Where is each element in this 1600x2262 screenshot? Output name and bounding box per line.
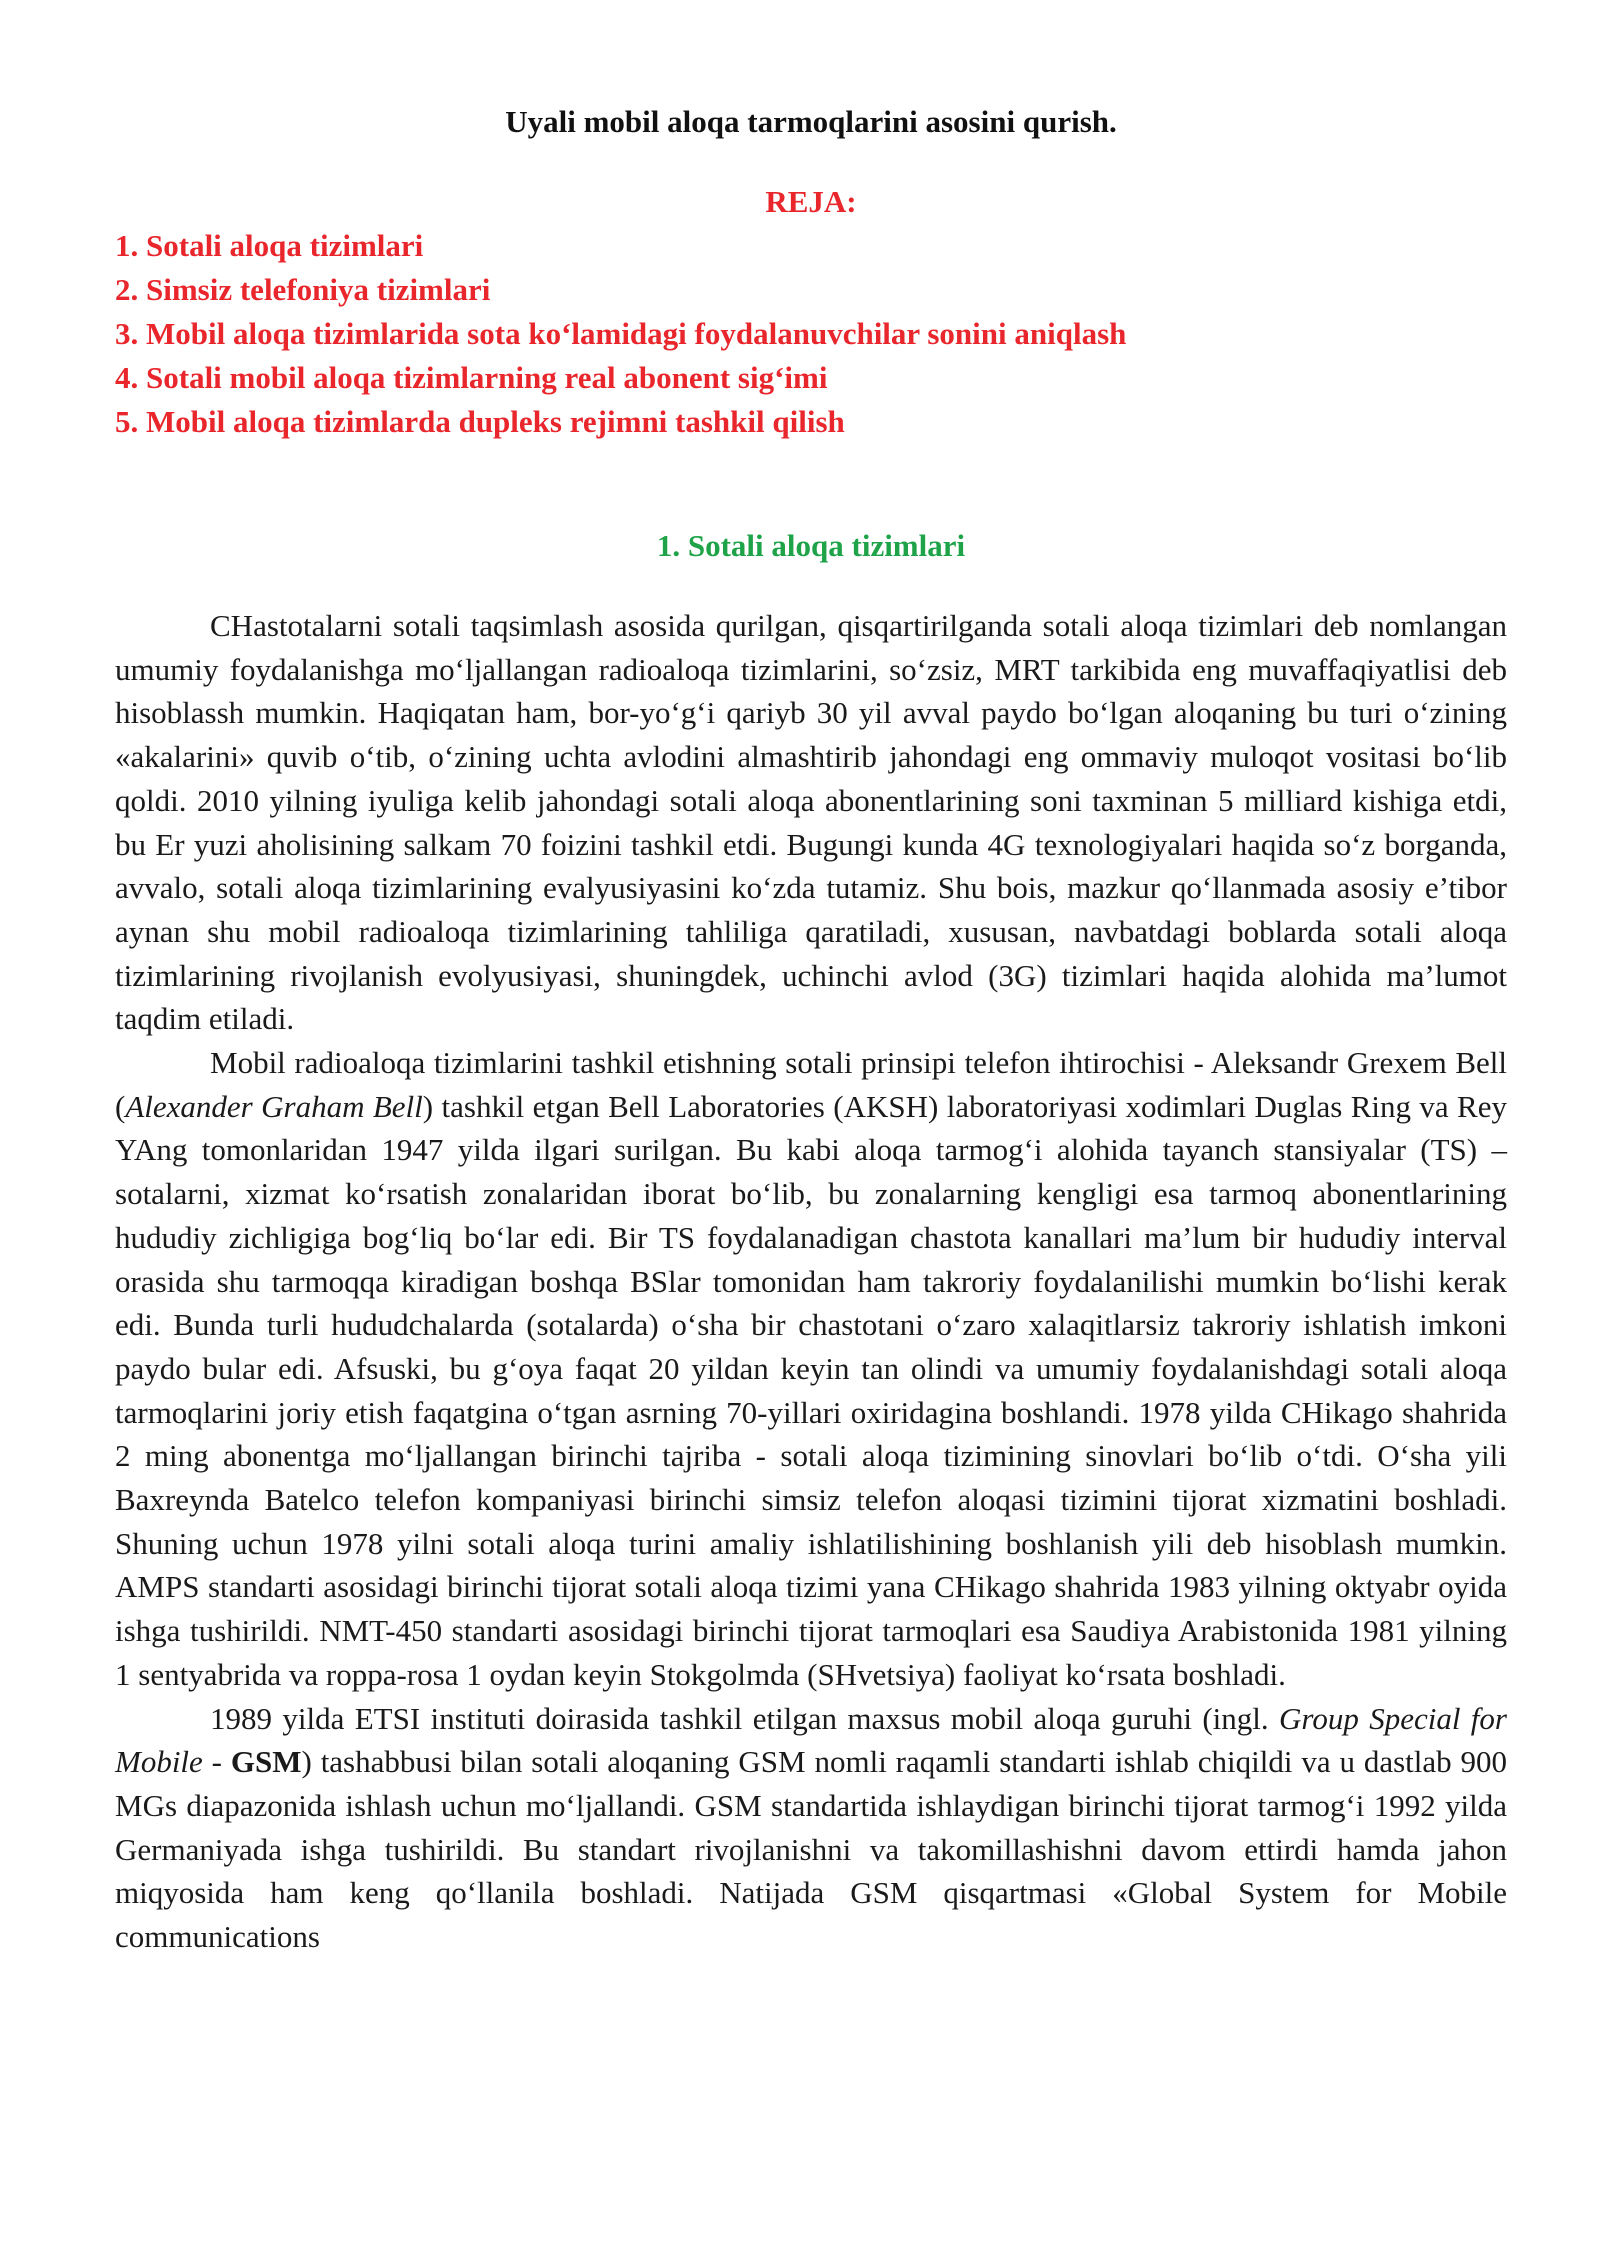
reja-item: 4. Sotali mobil aloqa tizimlarning real abonent sig‘imi — [115, 360, 828, 395]
paragraph-3-text-start: 1989 yilda ETSI instituti doirasida tashkil etilgan maxsus mobil aloqa guruhi (ingl. — [210, 1700, 1280, 1736]
reja-item: 5. Mobil aloqa tizimlarda dupleks rejimni tashkil qilish — [115, 404, 845, 439]
paragraph-3 — [115, 1697, 1507, 1959]
paragraph-3-bold-abbr: GSM — [230, 1744, 302, 1780]
paragraph-2 — [115, 1041, 1507, 1697]
document-title: Uyali mobil aloqa tarmoqlarini asosini qurish. — [505, 104, 1117, 139]
document-page — [115, 94, 1507, 1959]
paragraph-1: CHastotalarni sotali taqsimlash asosida qurilgan, qisqartirilganda sotali aloqa tizimlari deb nomlangan umumiy foydalanishga mo‘ljallangan radioaloqa tizimlarini, so‘zsiz, MRT tarkibida eng muvaffaqiyatlisi deb hisoblassh mumkin. Haqiqatan ham, bor-yo‘g‘i qariyb 30 yil avval paydo bo‘lgan aloqaning bu turi o‘zining «akalarini» quvib o‘tib, o‘zining uchta avlodini almashtirib jahondagi eng ommaviy muloqot vositasi bo‘lib qoldi. 2010 yilning iyuliga kelib jahondagi sotali aloqa abonentlarining soni taxminan 5 milliard kishiga etdi, bu Er yuzi aholisining salkam 70 foizini tashkil etdi. Bugungi kunda 4G texnologiyalari haqida so‘z borganda, avvalo, sotali aloqa tizimlarining evalyusiyasini ko‘zda tutamiz. Shu bois, mazkur qo‘llanmada asosiy e’tibor aynan shu mobil radioaloqa tizimlarining tahliliga qaratiladi, xususan, navbatdagi boblarda sotali aloqa tizimlarining rivojlanish evolyusiyasi, shuningdek, uchinchi avlod (3G) tizimlari haqida alohida ma’lumot taqdim etiladi. — [115, 608, 1507, 1037]
paragraph-2-italic-name: Alexander Graham Bell — [125, 1088, 423, 1124]
reja-list — [115, 224, 1507, 444]
paragraph-2-text-rest: ) tashkil etgan Bell Laboratories (AKSH) laboratoriyasi xodimlari Duglas Ring va Rey YAng tomonlaridan 1947 yilda ilgari surilgan. Bu kabi aloqa tarmog‘i alohida tayanch stansiyalar (TS) – sotalarni, xizmat ko‘rsatish zonalaridan iborat bo‘lib, bu zonalarning kengligi esa tarmoq abonentlarining hududiy zichligiga bog‘liq bo‘lar edi. Bir TS foydalanadigan chastota kanallari ma’lum bir hududiy interval orasida shu tarmoqqa kiradigan boshqa BSlar tomonidan ham takroriy foydalanilishi mumkin bo‘lishi kerak edi. Bunda turli hududchalarda (sotalarda) o‘sha bir chastotani o‘zaro xalaqitlarsiz takroriy ishlatish imkoni paydo bular edi. Afsuski, bu g‘oya faqat 20 yildan keyin tan olindi va umumiy foydalanishdagi sotali aloqa tarmoqlarini joriy etish faqatgina o‘tgan asrning 70-yillari oxiridagina boshlandi. 1978 yilda CHikago shahrida 2 ming abonentga mo‘ljallangan birinchi tajriba - sotali aloqa tizimining sinovlari bo‘lib o‘tdi. O‘sha yili Baxreynda Batelco telefon kompaniyasi birinchi simsiz telefon aloqasi tizimini tijorat xizmatini boshladi. Shuning uchun 1978 yilni sotali aloqa turini amaliy ishlatilishining boshlanish yili deb hisoblash mumkin. AMPS standarti asosidagi birinchi tijorat sotali aloqa tizimi yana CHikago shahrida 1983 yilning oktyabr oyida ishga tushirildi. NMT-450 standarti asosidagi birinchi tijorat tarmoqlari esa Saudiya Arabistonida 1981 yilning 1 sentyabrida va roppa-rosa 1 oydan keyin Stokgolmda (SHvetsiya) faoliyat ko‘rsata boshladi. — [115, 1088, 1507, 1692]
paragraph-3-text-rest: ) tashabbusi bilan sotali aloqaning GSM nomli raqamli standarti ishlab chiqildi va u dastlab 900 MGs diapazonida ishlash uchun mo‘ljallandi. GSM standartida ishlaydigan birinchi tijorat tarmog‘i 1992 yilda Germaniyada ishga tushirildi. Bu standart rivojlanishni va takomillashishni davom ettirdi hamda jahon miqyosida ham keng qo‘llanila boshladi. Natijada GSM qisqartmasi «Global System for Mobile communications — [115, 1744, 1507, 1955]
reja-item: 1. Sotali aloqa tizimlari — [115, 228, 424, 263]
paragraph-3-italic-term: Group Special for Mobile — [115, 1700, 1507, 1780]
reja-item: 2. Simsiz telefoniya tizimlari — [115, 272, 491, 307]
reja-heading: REJA: — [765, 184, 857, 219]
body-text — [115, 604, 1507, 1959]
paragraph-2-text-start: Mobil radioaloqa tizimlarini tashkil etishning sotali prinsipi telefon ihtirochisi - Aleksandr Grexem Bell ( — [115, 1045, 1507, 1124]
paragraph-3-dash: - — [202, 1744, 231, 1780]
reja-item: 3. Mobil aloqa tizimlarida sota ko‘lamidagi foydalanuvchilar sonini aniqlash — [115, 316, 1127, 351]
section-heading: 1. Sotali aloqa tizimlari — [656, 528, 966, 563]
